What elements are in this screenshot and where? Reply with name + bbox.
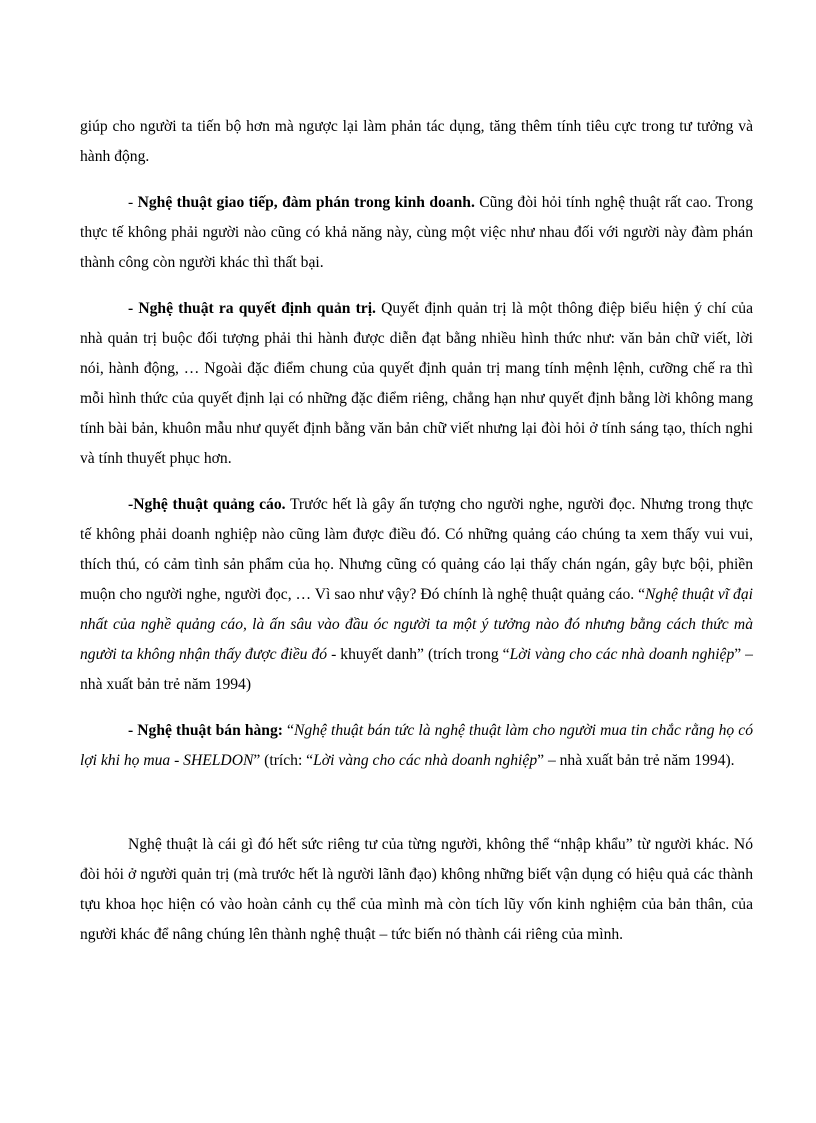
document-page — [80, 112, 753, 950]
paragraph-prefix: - — [128, 194, 138, 211]
quote-text: Nghệ thuật vĩ đại nhất của nghề quảng cáo, là ấn sâu vào đầu óc người ta một ý tưởng nào đó nhưng bằng cách thức mà người ta không nhận thấy được điều đó - — [80, 586, 753, 663]
paragraph-heading: - Nghệ thuật bán hàng: — [128, 722, 283, 739]
paragraph-body: Trước hết là gây ấn tượng cho người nghe, người đọc. Nhưng trong thực tế không phải doanh nghiệp nào cũng làm được điều đó. Có những quảng cáo chúng ta xem thấy vui vui, thích thú, có cảm tình sản phẩm của họ. Nhưng cũng có quảng cáo lại thấy chán ngán, gây bực bội, phiền muộn cho người nghe, người đọc, … Vì sao như vậy? Đó chính là nghệ thuật quảng cáo. “ — [80, 496, 754, 603]
paragraph-text: giúp cho người ta tiến bộ hơn mà ngược lại làm phản tác dụng, tăng thêm tính tiêu cực trong tư tưởng và hành động. — [80, 118, 753, 165]
paragraph-body: ” – nhà xuất bản trẻ năm 1994). — [537, 752, 735, 769]
paragraph-decision — [80, 294, 753, 474]
paragraph-body: khuyết danh” (trích trong “ — [336, 646, 510, 663]
paragraph-negotiation — [80, 188, 753, 278]
paragraph-conclusion — [80, 830, 753, 950]
paragraph-body: Quyết định quản trị là một thông điệp biểu hiện ý chí của nhà quản trị buộc đối tượng phải thi hành được diễn đạt bằng nhiều hình thức như: văn bản chữ viết, lời nói, hành động, … Ngoài đặc điểm chung của quyết định quản trị mang tính mệnh lệnh, cưỡng chế ra thì mỗi hình thức của quyết định lại có những đặc điểm riêng, chẳng hạn như quyết định bằng lời không mang tính bài bản, khuôn mẫu như quyết định bằng văn bản chữ viết nhưng lại đòi hỏi ở tính sáng tạo, thích nghi và tính thuyết phục hơn. — [80, 300, 753, 467]
source-title: Lời vàng cho các nhà doanh nghiệp — [509, 646, 735, 663]
source-title: Lời vàng cho các nhà doanh nghiệp — [313, 752, 538, 769]
quote-text: Nghệ thuật bán tức là nghệ thuật làm cho người mua tin chắc rằng họ có lợi khi họ mua - SHELDON — [80, 722, 753, 769]
paragraph-body: “ — [282, 722, 294, 739]
paragraph-gap — [80, 278, 753, 294]
paragraph-gap — [80, 172, 753, 188]
section-gap — [80, 776, 753, 830]
paragraph-continuation — [80, 112, 753, 172]
paragraph-gap — [80, 700, 753, 716]
paragraph-sales — [80, 716, 753, 776]
paragraph-body: Cũng đòi hỏi tính nghệ thuật rất cao. Trong thực tế không phải người nào cũng có khả năng này, cùng một việc như nhau đối với người này đàm phán thành công còn người khác thì thất bại. — [80, 194, 754, 271]
paragraph-gap — [80, 474, 753, 490]
paragraph-heading: Nghệ thuật giao tiếp, đàm phán trong kinh doanh. — [137, 194, 475, 211]
paragraph-text: Nghệ thuật là cái gì đó hết sức riêng tư của từng người, không thể “nhập khẩu” từ người khác. Nó đòi hỏi ở người quản trị (mà trước hết là người lãnh đạo) không những biết vận dụng có hiệu quả các thành tựu khoa học hiện có vào hoàn cảnh cụ thể của mình mà còn tích lũy vốn kinh nghiệm của bản thân, của người khác để nâng chúng lên thành nghệ thuật – tức biến nó thành cái riêng của mình. — [80, 836, 753, 943]
paragraph-body: ” – nhà xuất bản trẻ năm 1994) — [80, 646, 753, 693]
paragraph-body: ” (trích: “ — [253, 752, 314, 769]
paragraph-heading: -Nghệ thuật quảng cáo. — [128, 496, 286, 513]
paragraph-advertising — [80, 490, 753, 700]
paragraph-heading: - Nghệ thuật ra quyết định quản trị. — [128, 300, 376, 317]
